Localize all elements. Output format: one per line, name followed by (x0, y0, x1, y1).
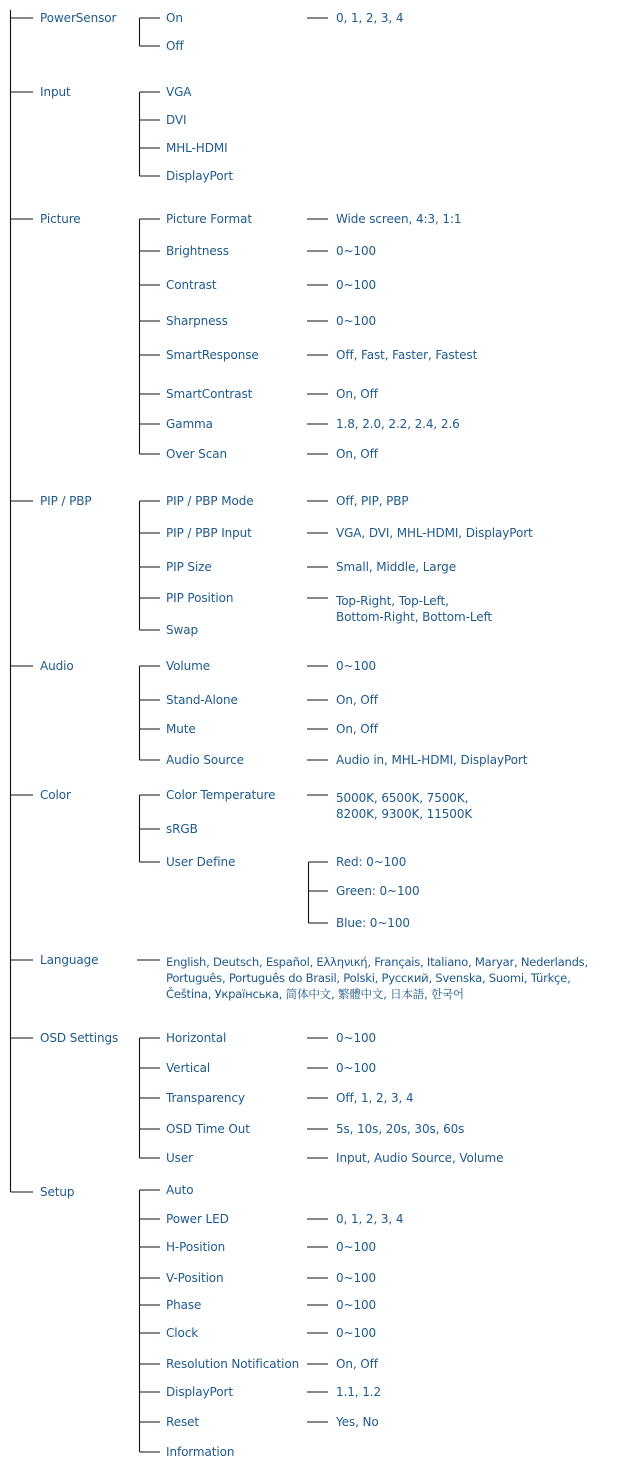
item-color-color-temperature: Color Temperature (166, 788, 276, 802)
item-picture-brightness: Brightness (166, 244, 229, 258)
item-color-srgb: sRGB (166, 822, 198, 836)
item-picture-over-scan: Over Scan (166, 447, 227, 461)
item-picture-smartcontrast: SmartContrast (166, 387, 253, 401)
value-user-define-2: Blue: 0~100 (336, 916, 410, 930)
menu-setup: Setup (40, 1185, 75, 1199)
value-setup-v-position: 0~100 (336, 1271, 377, 1285)
value-osd-settings-vertical: 0~100 (336, 1061, 377, 1075)
value-picture-smartresponse: Off, Fast, Faster, Fastest (336, 348, 478, 362)
item-osd-settings-transparency: Transparency (166, 1091, 245, 1105)
value-setup-displayport: 1.1, 1.2 (336, 1385, 381, 1399)
menu-pip-pbp: PIP / PBP (40, 494, 92, 508)
value-osd-settings-user: Input, Audio Source, Volume (336, 1151, 504, 1165)
menu-powersensor: PowerSensor (40, 11, 117, 25)
value-audio-audio-source: Audio in, MHL-HDMI, DisplayPort (336, 753, 528, 767)
value-user-define-0: Red: 0~100 (336, 855, 407, 869)
item-input-vga: VGA (166, 85, 192, 99)
item-audio-volume: Volume (166, 659, 211, 673)
value-audio-stand-alone: On, Off (336, 693, 378, 707)
item-setup-phase: Phase (166, 1298, 202, 1312)
item-picture-contrast: Contrast (166, 278, 217, 292)
value-setup-phase: 0~100 (336, 1298, 377, 1312)
value-osd-settings-osd-time-out: 5s, 10s, 20s, 30s, 60s (336, 1122, 465, 1136)
value-picture-over-scan: On, Off (336, 447, 378, 461)
item-setup-power-led: Power LED (166, 1212, 229, 1226)
item-setup-auto: Auto (166, 1183, 194, 1197)
item-pip-pbp-pip-pbp-mode: PIP / PBP Mode (166, 494, 254, 508)
value-user-define-1: Green: 0~100 (336, 884, 420, 898)
value-osd-settings-transparency: Off, 1, 2, 3, 4 (336, 1091, 414, 1105)
item-osd-settings-horizontal: Horizontal (166, 1031, 227, 1045)
value-picture-contrast: 0~100 (336, 278, 377, 292)
item-setup-clock: Clock (166, 1326, 199, 1340)
menu-picture: Picture (40, 212, 81, 226)
value-setup-h-position: 0~100 (336, 1240, 377, 1254)
item-setup-v-position: V-Position (166, 1271, 224, 1285)
item-setup-displayport: DisplayPort (166, 1385, 233, 1399)
menu-color: Color (40, 788, 71, 802)
item-pip-pbp-pip-pbp-input: PIP / PBP Input (166, 526, 252, 540)
item-audio-mute: Mute (166, 722, 196, 736)
item-input-displayport: DisplayPort (166, 169, 233, 183)
value-audio-volume: 0~100 (336, 659, 377, 673)
item-audio-audio-source: Audio Source (166, 753, 244, 767)
value-language-list: English, Deutsch, Español, Ελληνική, Français, Italiano, Maryar, Nederlands, Português, Português do Brasil, Polski, Русский, Svenska, Suomi, Türkçe, Čeština, Українська, 简体中文, 繁體中文, 日本語, 한국어 (166, 955, 588, 1001)
value-audio-mute: On, Off (336, 722, 378, 736)
item-pip-pbp-pip-size: PIP Size (166, 560, 212, 574)
value-setup-power-led: 0, 1, 2, 3, 4 (336, 1212, 404, 1226)
item-picture-sharpness: Sharpness (166, 314, 228, 328)
item-osd-settings-user: User (166, 1151, 193, 1165)
value-powersensor-on: 0, 1, 2, 3, 4 (336, 11, 404, 25)
value-picture-picture-format: Wide screen, 4:3, 1:1 (336, 212, 462, 226)
value-pip-pbp-pip-size: Small, Middle, Large (336, 560, 456, 574)
menu-osd-settings: OSD Settings (40, 1031, 119, 1045)
item-input-mhl-hdmi: MHL-HDMI (166, 141, 228, 155)
item-picture-gamma: Gamma (166, 417, 213, 431)
item-picture-smartresponse: SmartResponse (166, 348, 259, 362)
value-color-color-temperature: 5000K, 6500K, 7500K, 8200K, 9300K, 11500K (336, 791, 473, 821)
value-picture-brightness: 0~100 (336, 244, 377, 258)
item-input-dvi: DVI (166, 113, 187, 127)
item-setup-resolution-notification: Resolution Notification (166, 1357, 300, 1371)
item-pip-pbp-swap: Swap (166, 623, 199, 637)
value-pip-pbp-pip-pbp-mode: Off, PIP, PBP (336, 494, 409, 508)
item-audio-stand-alone: Stand-Alone (166, 693, 238, 707)
value-setup-resolution-notification: On, Off (336, 1357, 378, 1371)
item-picture-picture-format: Picture Format (166, 212, 252, 226)
item-color-user-define: User Define (166, 855, 236, 869)
menu-language: Language (40, 953, 99, 967)
item-osd-settings-vertical: Vertical (166, 1061, 211, 1075)
value-picture-sharpness: 0~100 (336, 314, 377, 328)
item-setup-information: Information (166, 1445, 235, 1459)
value-setup-reset: Yes, No (336, 1415, 379, 1429)
value-setup-clock: 0~100 (336, 1326, 377, 1340)
value-pip-pbp-pip-position: Top-Right, Top-Left, Bottom-Right, Bottom-Left (336, 594, 492, 624)
value-picture-gamma: 1.8, 2.0, 2.2, 2.4, 2.6 (336, 417, 460, 431)
menu-input: Input (40, 85, 71, 99)
item-powersensor-on: On (166, 11, 183, 25)
item-setup-reset: Reset (166, 1415, 200, 1429)
value-pip-pbp-pip-pbp-input: VGA, DVI, MHL-HDMI, DisplayPort (336, 526, 533, 540)
value-osd-settings-horizontal: 0~100 (336, 1031, 377, 1045)
value-picture-smartcontrast: On, Off (336, 387, 378, 401)
item-pip-pbp-pip-position: PIP Position (166, 591, 234, 605)
menu-audio: Audio (40, 659, 74, 673)
item-powersensor-off: Off (166, 39, 184, 53)
item-setup-h-position: H-Position (166, 1240, 226, 1254)
item-osd-settings-osd-time-out: OSD Time Out (166, 1122, 250, 1136)
